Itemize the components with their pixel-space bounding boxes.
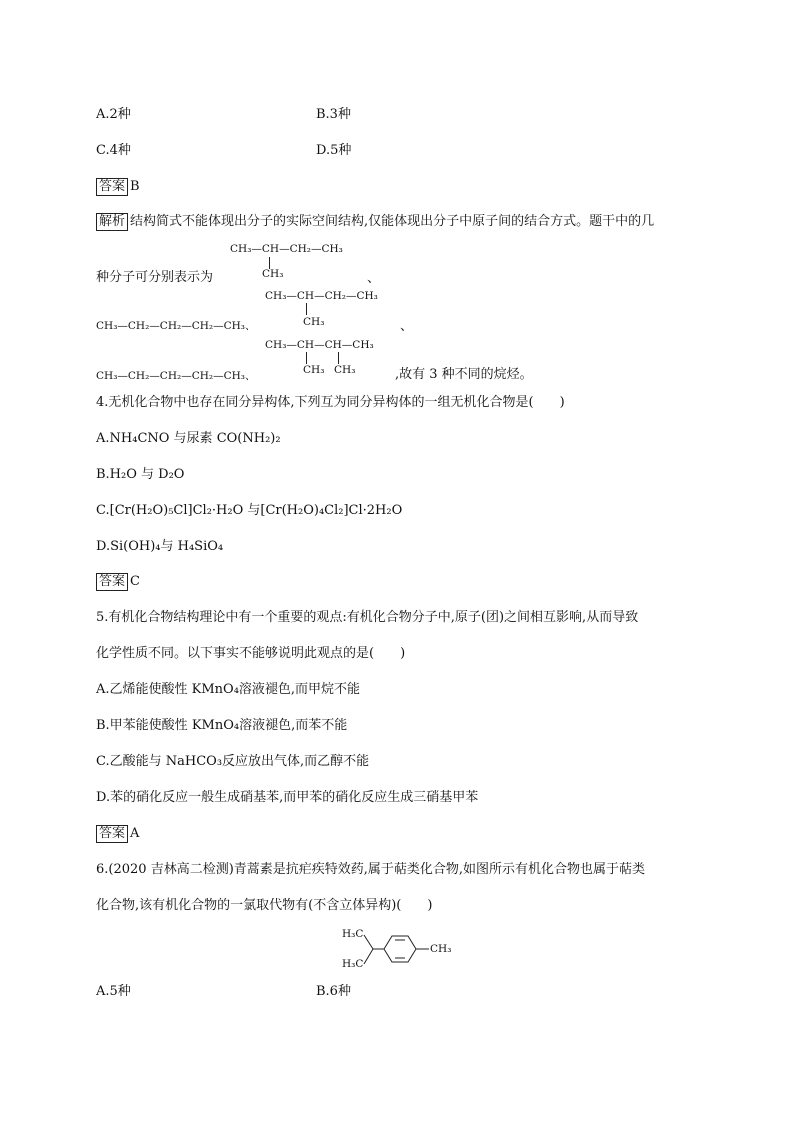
q3-answer (96, 178, 140, 196)
q5-answer (96, 825, 139, 843)
q5-option-b: B.甲苯能使酸性 KMnO₄溶液褪色,而苯不能 (96, 718, 348, 733)
answer-badge: 答案 (96, 573, 128, 591)
analysis-badge: 解析 (96, 213, 128, 231)
structure-5-main: CH₃—CH—CH—CH₃ (265, 339, 374, 351)
structure-3-main: CH₃—CH—CH₂—CH₃ (265, 290, 378, 302)
structure-1-main: CH₃—CH—CH₂—CH₃ (230, 243, 343, 255)
structure-4: CH₃—CH₂—CH₂—CH₂—CH₃、 (96, 370, 256, 382)
q3-option-a: A.2种 (96, 107, 131, 122)
mol-ch3: CH₃ (430, 943, 452, 955)
q3-analysis-text-2: 种分子可分别表示为 (96, 270, 214, 285)
mol-h3c-top: H₃C (342, 928, 364, 940)
separator-2: 、 (400, 319, 414, 334)
q3-option-d: D.5种 (316, 143, 352, 158)
q4-answer (96, 573, 140, 591)
answer-badge: 答案 (96, 178, 128, 196)
q5-stem-line-1: 5.有机化合物结构理论中有一个重要的观点:有机化合物分子中,原子(团)之间相互影响,从而导致 (96, 610, 639, 625)
q4-answer-value: C (130, 574, 140, 589)
q3-answer-value: B (130, 179, 140, 194)
q3-option-c: C.4种 (96, 143, 131, 158)
molecule-figure (340, 924, 460, 974)
q6-stem-line-2: 化合物,该有机化合物的一氯取代物有(不含立体异构)( ) (96, 898, 433, 913)
mol-h3c-bottom: H₃C (342, 958, 364, 970)
q5-answer-value: A (130, 826, 140, 841)
structure-5-bond-1 (306, 352, 307, 364)
q3-analysis-line-1 (96, 213, 654, 231)
structure-5-branch-2: CH₃ (334, 364, 356, 376)
q5-option-c: C.乙酸能与 NaHCO₃反应放出气体,而乙醇不能 (96, 754, 370, 769)
structure-1-branch: CH₃ (262, 268, 284, 280)
structure-3-bond (306, 303, 307, 315)
separator-1: 、 (367, 271, 381, 286)
structure-3-branch: CH₃ (303, 316, 325, 328)
q6-option-a: A.5种 (96, 984, 131, 999)
q5-option-a: A.乙烯能使酸性 KMnO₄溶液褪色,而甲烷不能 (96, 682, 361, 697)
q4-option-d: D.Si(OH)₄与 H₄SiO₄ (96, 539, 224, 554)
q3-analysis-text-1: 结构简式不能体现出分子的实际空间结构,仅能体现出分子中原子间的结合方式。题干中的几 (130, 214, 655, 229)
structure-5-bond-2 (338, 352, 339, 364)
q3-conclusion: ,故有 3 种不同的烷烃。 (395, 367, 533, 382)
q5-stem-line-2: 化学性质不同。以下事实不能够说明此观点的是( ) (96, 646, 406, 661)
benzene-ring-drawing (340, 924, 460, 974)
q6-stem-line-1: 6.(2020 吉林高二检测)青蒿素是抗疟疾特效药,属于萜类化合物,如图所示有机化合物也属于萜类 (96, 862, 646, 877)
q4-option-b: B.H₂O 与 D₂O (96, 467, 185, 482)
q4-option-a: A.NH₄CNO 与尿素 CO(NH₂)₂ (96, 431, 281, 446)
q3-option-b: B.3种 (316, 107, 351, 122)
structure-5-branch-1: CH₃ (303, 364, 325, 376)
structure-2: CH₃—CH₂—CH₂—CH₂—CH₃、 (96, 320, 256, 332)
q5-option-d: D.苯的硝化反应一般生成硝基苯,而甲苯的硝化反应生成三硝基甲苯 (96, 790, 479, 805)
q3-option-row-2 (96, 142, 352, 160)
q6-option-b: B.6种 (316, 984, 351, 999)
q4-option-c: C.[Cr(H₂O)₅Cl]Cl₂·H₂O 与[Cr(H₂O)₄Cl₂]Cl·2H₂O (96, 503, 403, 518)
answer-badge: 答案 (96, 825, 128, 843)
q3-option-row-1 (96, 106, 351, 124)
q4-stem: 4.无机化合物中也存在同分异构体,下列互为同分异构体的一组无机化合物是( ) (96, 395, 565, 410)
q6-option-row (96, 983, 351, 1001)
